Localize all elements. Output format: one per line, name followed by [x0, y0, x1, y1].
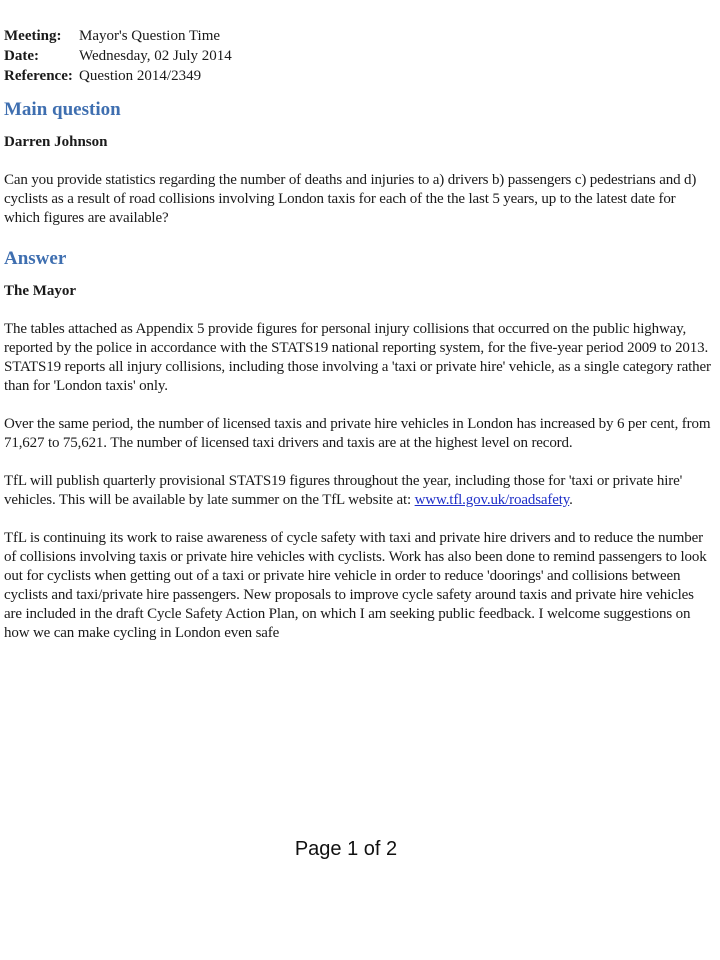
question-text: Can you provide statistics regarding the number of deaths and injuries to a) drivers b) passengers c) pedestrians and d) cyclists as a result of road collisions involving London taxis for each of the the last 5 years, up to the latest date for which figures are available?	[4, 172, 697, 226]
meeting-value: Mayor's Question Time	[79, 28, 221, 44]
document-page	[4, 26, 712, 662]
meeting-metadata	[4, 26, 232, 86]
reference-row	[4, 66, 232, 86]
answer-paragraph-3	[4, 472, 712, 510]
answer-paragraph-4: TfL is continuing its work to raise awareness of cycle safety with taxi and private hire drivers and to reduce the number of collisions involving taxis or private hire vehicles with cyclists. Work has also been done to remind passengers to look out for cyclists when getting out of a taxi or private hire vehicle in order to reduce 'doorings' and collisions between cyclists and taxi/private hire passengers. New proposals to improve cycle safety around taxis and private hire vehicles are included in the draft Cycle Safety Action Plan, on which I am seeking public feedback. I welcome suggestions on how we can make cycling in London even safe	[4, 530, 707, 641]
date-value: Wednesday, 02 July 2014	[79, 48, 232, 64]
answer-responder: The Mayor	[4, 283, 77, 299]
question-asker: Darren Johnson	[4, 134, 108, 150]
main-question-heading: Main question	[4, 99, 121, 120]
date-label: Date:	[4, 48, 39, 64]
meeting-label: Meeting:	[4, 28, 62, 44]
date-row	[4, 46, 232, 66]
reference-label: Reference:	[4, 68, 73, 84]
reference-value: Question 2014/2349	[79, 68, 202, 84]
answer-paragraph-2: Over the same period, the number of licensed taxis and private hire vehicles in London has increased by 6 per cent, from 71,627 to 75,621. The number of licensed taxi drivers and taxis are at the highest level on record.	[4, 416, 711, 451]
answer-paragraph-1: The tables attached as Appendix 5 provide figures for personal injury collisions that occurred on the public highway, reported by the police in accordance with the STATS19 national reporting system, for the five-year period 2009 to 2013. STATS19 reports all injury collisions, including those involving a 'taxi or private hire' vehicle, as a single category rather than for 'London taxis' only.	[4, 321, 711, 394]
meeting-row	[4, 26, 232, 46]
answer-paragraph-3-end: .	[569, 492, 573, 508]
roadsafety-link[interactable]: www.tfl.gov.uk/roadsafety	[414, 492, 570, 508]
page-number: Page 1 of 2	[294, 838, 398, 860]
answer-paragraph-3-text: TfL will publish quarterly provisional STATS19 figures throughout the year, including those for 'taxi or private hire' vehicles. This will be available by late summer on the TfL website at:	[4, 473, 683, 508]
answer-heading: Answer	[4, 248, 67, 269]
